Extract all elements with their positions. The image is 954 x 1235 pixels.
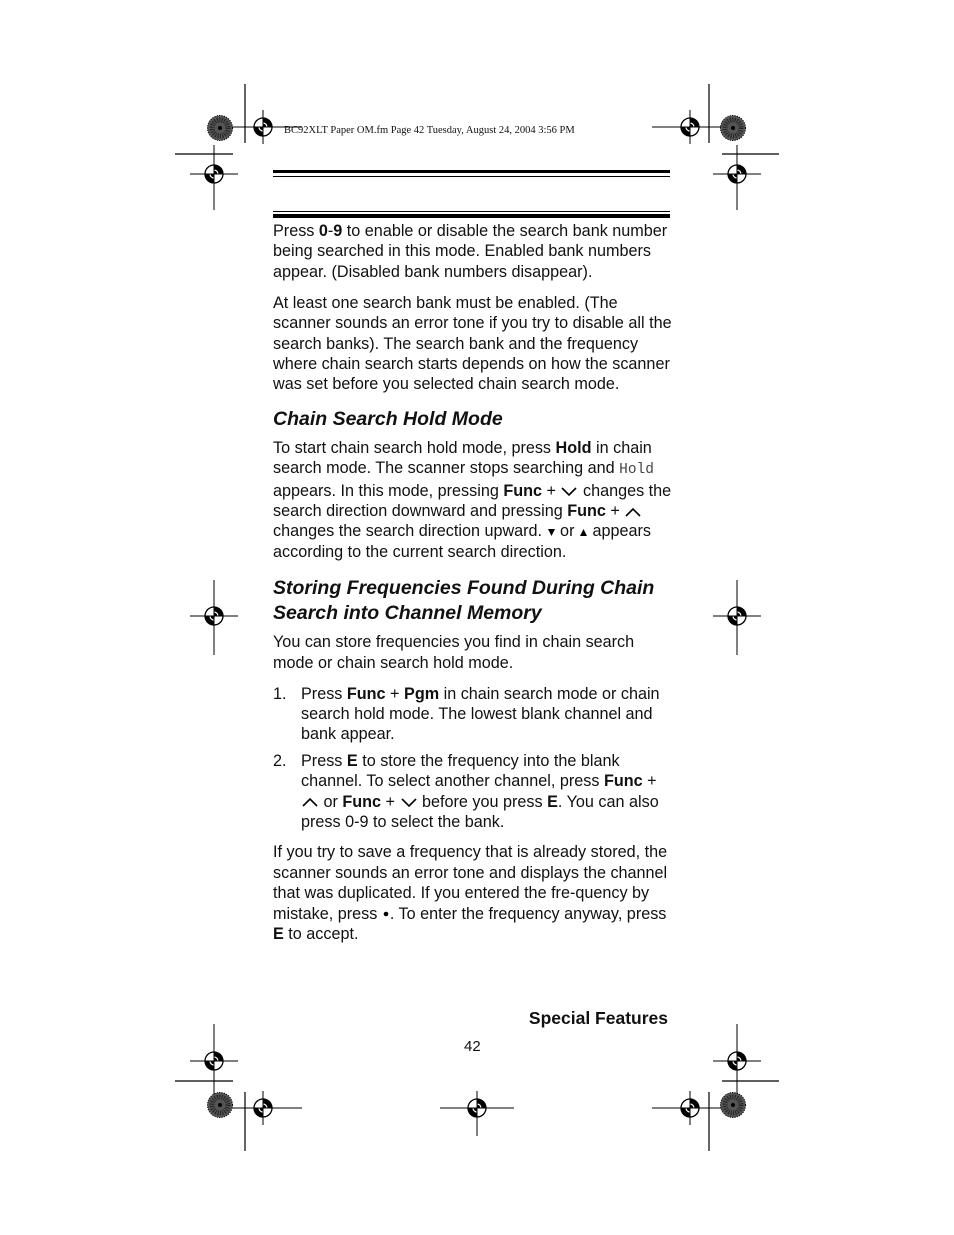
starburst-target-icon [208, 1093, 233, 1118]
paragraph: At least one search bank must be enabled. (The scanner sounds an error tone if you try to disable all the search banks). The search bank and the frequency where chain search starts depends on how the scanner was set before you selected chain search mode. [273, 293, 672, 394]
chevron-up-icon [624, 506, 642, 518]
registration-mark-icon [246, 110, 280, 144]
registration-mark-icon [246, 1091, 280, 1125]
registration-mark-icon [197, 157, 231, 191]
footer-section-title: Special Features [528, 1008, 668, 1028]
chevron-down-icon [400, 796, 418, 808]
registration-mark-icon [673, 110, 707, 144]
triangle-up-icon [579, 528, 588, 537]
paragraph: You can store frequencies you find in chain search mode or chain search hold mode. [273, 633, 635, 672]
file-info-header: BC92XLT Paper OM.fm Page 42 Tuesday, August 24, 2004 3:56 PM [284, 125, 575, 136]
paragraph: If you try to save a frequency that is already stored, the scanner sounds an error tone and displays the channel that was duplicated. If you entered the fre-quency by mistake, press . To enter the frequency anyway, press E to accept. [273, 843, 668, 943]
registration-mark-icon [673, 1091, 707, 1125]
registration-mark-icon [720, 1044, 754, 1078]
top-rule-thick [273, 170, 670, 173]
page-body [273, 221, 673, 955]
chevron-up-icon [301, 796, 319, 808]
starburst-target-icon [721, 116, 746, 141]
section-rule-thick [273, 214, 670, 218]
starburst-target-icon [721, 1093, 746, 1118]
triangle-down-icon [547, 528, 556, 537]
registration-mark-icon [720, 157, 754, 191]
paragraph: To start chain search hold mode, press Hold in chain search mode. The scanner stops searching and Hold appears. In this mode, pressing Func + changes the search direction downward and pressing Func + changes the search direction upward. or appears according to the current search direction. [273, 438, 672, 561]
list-item: 1. Press Func + Pgm in chain search mode or chain search hold mode. The lowest blank channel and bank appear. [273, 684, 660, 744]
registration-mark-icon [460, 1091, 494, 1125]
section-rule-thin [273, 211, 670, 212]
section-heading: Storing Frequencies Found During Chain Search into Channel Memory [273, 577, 655, 625]
registration-mark-icon [197, 599, 231, 633]
section-heading: Chain Search Hold Mode [273, 407, 503, 430]
top-rule-thin [273, 176, 670, 177]
display-text: Hold [619, 462, 654, 479]
list-item: 2. Press E to store the frequency into the blank channel. To select another channel, press Func + or Func + before you press E. You can also press 0-9 to select the bank. [273, 751, 659, 831]
paragraph: Press 0-9 to enable or disable the search bank number being searched in this mode. Enabled bank numbers appear. (Disabled bank numbers disappear). [273, 222, 668, 281]
dot-key-icon [382, 909, 390, 919]
page-number: 42 [464, 1038, 481, 1055]
starburst-target-icon [208, 116, 233, 141]
registration-mark-icon [197, 1044, 231, 1078]
steps-list [273, 684, 673, 833]
chevron-down-icon [560, 485, 578, 497]
registration-mark-icon [720, 599, 754, 633]
